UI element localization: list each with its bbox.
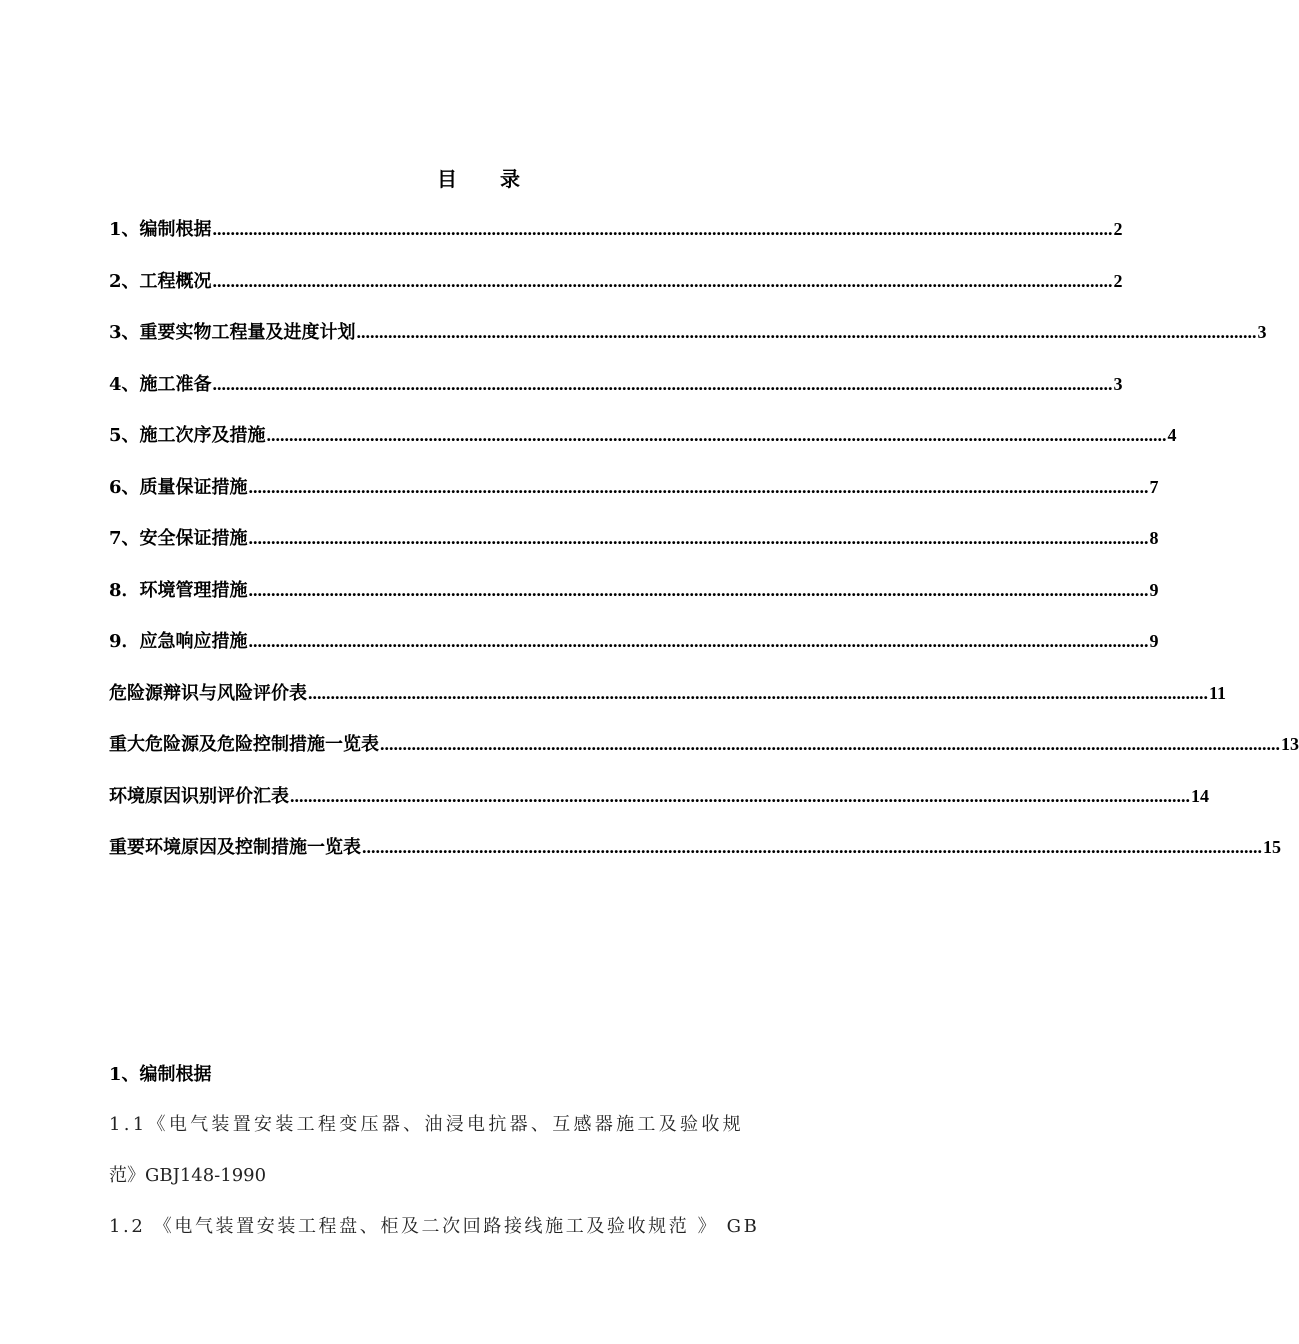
toc-entry[interactable] bbox=[109, 370, 1123, 422]
toc-entry-page: 4 bbox=[1167, 425, 1177, 445]
body-text-line: 1.2 《电气装置安装工程盘、柜及二次回路接线施工及验收规范 》 GB bbox=[109, 1216, 760, 1237]
toc-entry-label: 8．环境管理措施 bbox=[109, 579, 248, 601]
toc-entry-label: 1、编制根据 bbox=[109, 219, 212, 240]
toc-entry-label: 4、施工准备 bbox=[109, 373, 212, 395]
toc-leader-dots: ........................................................................................................................................................................................................ bbox=[380, 734, 1280, 754]
toc-entry-page: 7 bbox=[1149, 476, 1159, 497]
toc-leader-dots: ........................................................................................................................................................................................................ bbox=[248, 631, 1149, 651]
toc-entry-label: 5、施工次序及措施 bbox=[109, 425, 266, 446]
toc-entry[interactable] bbox=[109, 267, 1123, 319]
toc-leader-dots: ........................................................................................................................................................................................................ bbox=[248, 476, 1149, 497]
toc-entry-label: 环境原因识别评价汇表 bbox=[109, 785, 289, 807]
toc-leader-dots: ........................................................................................................................................................................................................ bbox=[248, 528, 1149, 548]
toc-entry-page: 8 bbox=[1149, 528, 1159, 548]
toc-entry-label: 危险源辩识与风险评价表 bbox=[109, 682, 307, 704]
toc-entry-page: 15 bbox=[1263, 837, 1281, 857]
toc-entry-page: 11 bbox=[1209, 682, 1227, 703]
body-text-line: 1.1《电气装置安装工程变压器、油浸电抗器、互感器施工及验收规 bbox=[109, 1114, 744, 1135]
toc-entry[interactable] bbox=[109, 421, 1177, 473]
toc-entry[interactable] bbox=[109, 524, 1159, 576]
toc-entry[interactable] bbox=[109, 627, 1159, 679]
toc-leader-dots: ........................................................................................................................................................................................................ bbox=[356, 322, 1257, 342]
toc-entry-label: 7、安全保证措施 bbox=[109, 528, 248, 549]
toc-leader-dots: ........................................................................................................................................................................................................ bbox=[308, 682, 1208, 703]
toc-entry[interactable] bbox=[109, 576, 1159, 628]
toc-entry-label: 3、重要实物工程量及进度计划 bbox=[109, 322, 356, 343]
toc-title: 目 录 bbox=[437, 167, 538, 191]
toc-entry-page: 2 bbox=[1113, 270, 1123, 291]
toc-entry-page: 3 bbox=[1113, 373, 1123, 394]
toc-entry-page: 14 bbox=[1191, 785, 1209, 806]
toc-entry-page: 9 bbox=[1149, 631, 1159, 651]
toc-leader-dots: ........................................................................................................................................................................................................ bbox=[212, 373, 1113, 394]
toc-leader-dots: ........................................................................................................................................................................................................ bbox=[290, 785, 1190, 806]
toc-entry-label: 6、质量保证措施 bbox=[109, 476, 248, 498]
toc-entry-page: 3 bbox=[1257, 322, 1267, 342]
toc-leader-dots: ........................................................................................................................................................................................................ bbox=[362, 837, 1262, 857]
toc-entry[interactable] bbox=[109, 782, 1209, 834]
toc-leader-dots: ........................................................................................................................................................................................................ bbox=[248, 579, 1149, 600]
toc-entry[interactable] bbox=[109, 730, 1299, 782]
section-heading: 1、编制根据 bbox=[109, 1064, 212, 1085]
toc-entry[interactable] bbox=[109, 318, 1267, 370]
toc-leader-dots: ........................................................................................................................................................................................................ bbox=[212, 270, 1113, 291]
toc-entry-label: 重大危险源及危险控制措施一览表 bbox=[109, 734, 379, 755]
toc-entry-page: 2 bbox=[1113, 219, 1123, 239]
toc-entry[interactable] bbox=[109, 833, 1281, 885]
table-of-contents bbox=[109, 215, 1299, 885]
body-text-line: 范》GBJ148-1990 bbox=[109, 1165, 267, 1186]
toc-entry-page: 9 bbox=[1149, 579, 1159, 600]
toc-entry[interactable] bbox=[109, 679, 1227, 731]
toc-leader-dots: ........................................................................................................................................................................................................ bbox=[212, 219, 1113, 239]
toc-entry-page: 13 bbox=[1281, 734, 1299, 754]
toc-entry[interactable] bbox=[109, 215, 1123, 267]
toc-entry-label: 2、工程概况 bbox=[109, 270, 212, 292]
toc-leader-dots: ........................................................................................................................................................................................................ bbox=[266, 425, 1167, 445]
toc-entry-label: 重要环境原因及控制措施一览表 bbox=[109, 837, 361, 858]
toc-entry[interactable] bbox=[109, 473, 1159, 525]
toc-entry-label: 9．应急响应措施 bbox=[109, 631, 248, 652]
